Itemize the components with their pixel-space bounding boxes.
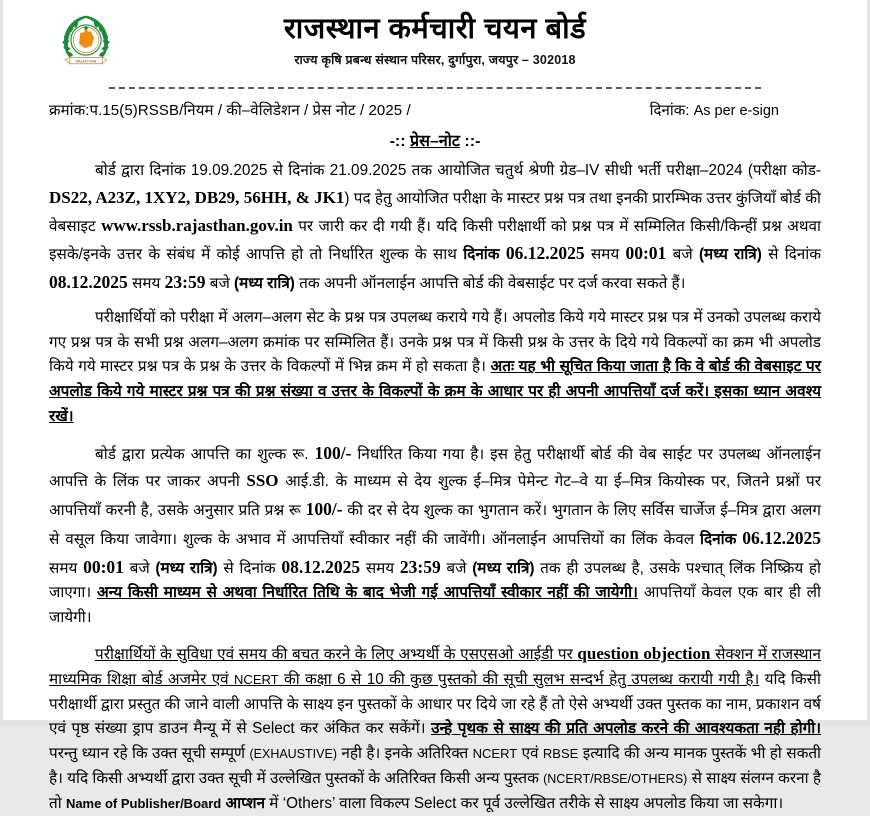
p1-text-8: से दिनांक	[761, 246, 821, 264]
press-note-title	[49, 129, 821, 151]
paragraph-4	[49, 640, 821, 816]
page-title: प्रेस–नोट	[410, 133, 460, 150]
ncert-label-2: NCERT	[472, 746, 518, 762]
date-label: दिनांक:	[649, 102, 690, 119]
organisation-title: राजस्थान कर्मचारी चयन बोर्ड	[283, 13, 587, 45]
objection-fee-per-question: 100/-	[314, 442, 352, 463]
p3-text-11: आपत्तियाँ केवल एक बार ही ली जायेगी।	[49, 584, 821, 627]
exam-date-from: 19.09.2025	[190, 162, 268, 179]
p3-midnight-note-2: (मध्य रात्रि)	[472, 559, 535, 577]
select-label-2: Select	[413, 794, 457, 812]
objection-end-time: 23:59	[164, 272, 206, 293]
p1-text-2: से दिनांक	[267, 162, 330, 179]
p2-text-1: परीक्षार्थियों को परीक्षा में अलग–अलग सेट के प्रश्न पत्र उपलब्ध कराये गये हैं। अपलोड किये गये मास्टर प्रश्न पत्र में उनको उपलब्ध कराये गए प्रश्न पत्र के सभी प्रश्न अलग–अलग क्रमांक पर सम्मिलित हैं। उनके प्रश्न पत्र में किसी प्रश्न के उत्तर के दिये गये विकल्पों का क्रम भी अपलोड किये गये मास्टर प्रश्न पत्र के प्रश्न के उत्तर के विकल्पों में भिन्न क्रम में हो सकता है।	[49, 308, 821, 376]
p4-text-6: एवं	[517, 745, 543, 763]
p1-midnight-note-2: (मध्य रात्रि)	[234, 275, 295, 293]
p4-text-7: इत्यादि की अन्य मानक पुस्तकें भी हो सकती है। यदि किसी अभ्यर्थी द्वारा उक्त सूची में उल्लेखित पुस्तकों के अतिरिक्त किसी अन्य पुस्तक	[49, 745, 822, 787]
ncert-label-1: NCERT	[234, 671, 279, 687]
p2-emphasis-notice: अतः यह भी सूचित किया जाता है कि वे बोर्ड की वेबसाइट पर अपलोड किये गये मास्टर प्रश्न पत्र की प्रश्न संख्या व उत्तर के विकल्पों के क्रम के आधार पर ही अपनी आपत्तियाँ दर्ज करें। इसका ध्यान अवश्य रखें।	[49, 358, 821, 425]
p4-text-4: परन्तु ध्यान रहे कि उक्त सूची सम्पूर्ण	[49, 745, 250, 763]
p4-text-8: से साक्ष्य संलग्न करना है तो	[49, 769, 821, 812]
p1-text-7: बजे	[666, 246, 699, 264]
title-right-decoration: ::-	[464, 133, 481, 150]
link-end-time: 23:59	[399, 556, 441, 577]
p1-text-1: बोर्ड द्वारा दिनांक	[95, 162, 191, 179]
exhaustive-label: (EXHAUSTIVE)	[249, 747, 337, 762]
p1-objection-start-label: दिनांक	[463, 246, 500, 264]
p4-text-5: नही है। इनके अतिरिक्त	[337, 745, 473, 763]
document-body	[49, 159, 821, 816]
p4-emphasis-notice: उन्हे पृथक से साक्ष्य की प्रति अपलोड करने की आवश्यकता नही होगी।	[431, 720, 821, 738]
rbse-label: RBSE	[542, 746, 579, 762]
p3-text-4: की दर से देय शुल्क का भुगतान करें। भुगतान के लिए सर्विस चार्जेज ई–मित्र द्वारा अलग से वसूल किया जावेगा। शुल्क के अभाव में आपत्तियाँ स्वीकार नहीं की जावेंगी। ऑनलाईन आपत्तियों का लिंक केवल	[49, 502, 821, 548]
p4-text-11: कर पूर्व उल्लेखित तरीके से साक्ष्य अपलोड किया जा सकेगा।	[456, 794, 784, 812]
paragraph-3	[49, 439, 821, 631]
p3-midnight-note-1: (मध्य रात्रि)	[155, 559, 218, 577]
p4-text-9: में ‘	[265, 794, 287, 812]
header-divider	[109, 87, 761, 89]
exam-date-to: 21.09.2025	[329, 162, 407, 179]
select-label-1: Select	[252, 720, 295, 738]
p3-text-6: बजे	[123, 559, 156, 577]
organisation-address: राज्य कृषि प्रबन्ध संस्थान परिसर, दुर्गापुरा, जयपुर – 302018	[294, 53, 576, 68]
reference-number: क्रमांक:प.15(5)RSSB/नियम / की–वेलिडेशन / प्रेस नोट / 2025 /	[49, 102, 411, 119]
p3-text-8: समय	[360, 559, 400, 577]
exam-codes: DS22, A23Z, 1XY2, DB29, 56HH, & JK1	[49, 187, 345, 207]
sso-label: SSO	[246, 471, 279, 491]
publisher-board-field-label: Name of Publisher/Board	[65, 795, 222, 811]
p4-underlined-part-3: की कक्षा 6 से 10 की कुछ पुस्तको की सूची सुलभ सन्दर्भ हेतु उपलब्ध करायी गयी है।	[278, 670, 760, 688]
rajasthan-state-emblem-icon	[57, 12, 115, 68]
objection-start-time: 00:01	[625, 243, 667, 264]
board-website: www.rssb.rajasthan.gov.in	[101, 215, 293, 235]
p1-text-4: ) पद हेतु आयोजित परीक्षा के मास्टर प्रश्न पत्र तथा इनकी प्रारम्भिक उत्तर कुंजियॉं बोर्ड की वेबसाइट	[49, 189, 821, 235]
document-date	[650, 100, 821, 120]
p3-text-5: समय	[49, 559, 84, 577]
others-option-label: Others	[286, 794, 332, 812]
p3-text-1: बोर्ड द्वारा प्रत्येक आपत्ति का शुल्क रू.	[95, 445, 315, 463]
link-start-date: 06.12.2025	[742, 527, 822, 548]
p4-underlined-part-1: परीक्षार्थियों के सुविधा एवं समय की बचत करने के लिए अभ्यर्थी के एसएसओ आईडी पर	[95, 646, 578, 664]
p1-text-6: समय	[584, 246, 626, 264]
p1-text-9: समय	[127, 275, 165, 293]
p3-text-7: से दिनांक	[217, 559, 282, 577]
option-label-hi: आप्शन	[225, 794, 266, 812]
link-end-date: 08.12.2025	[281, 556, 361, 577]
p4-text-10: ’ वाला विकल्प	[332, 794, 414, 812]
objection-start-date: 06.12.2025	[505, 243, 585, 264]
title-left-decoration: -::	[389, 133, 406, 150]
p4-text-2: यदि किसी परीक्षार्थी द्वारा प्रस्तुत की जाने वाली आपत्ति के साक्ष्य इन पुस्तकों के आधार पर दिये जा रहे हैं तो ऐसे अभ्यर्थी उक्त पुस्तक का नाम, प्रकाशन वर्ष एवं पृष्ठ संख्या ड्राप डाउन मैन्यू में से	[49, 670, 821, 738]
objection-end-date: 08.12.2025	[49, 272, 128, 293]
svg-text:RAJASTHAN: RAJASTHAN	[75, 59, 97, 64]
p4-text-3: कर अंकित कर सकेंगें।	[294, 720, 432, 738]
p3-text-9: बजे	[440, 559, 473, 577]
document-header	[49, 0, 821, 78]
paragraph-2	[49, 306, 821, 430]
link-start-time: 00:01	[83, 556, 124, 577]
question-objection-section-label: question objection	[577, 644, 711, 664]
p1-text-5: पर जारी कर दी गयी हैं। यदि किसी परीक्षार्थी को प्रश्न पत्र में सम्मिलित किसी/किन्हीं प्रश्न अथवा इसके/इनके उत्तर के संबंध में कोई आपत्ति हो तो निर्धारित शुल्क के साथ	[49, 217, 822, 264]
p1-text-3: तक आयोजित चतुर्थ श्रेणी ग्रेड–IV सीधी भर्ती परीक्षा–2024 (परीक्षा कोड-	[406, 162, 821, 179]
reference-line	[49, 100, 821, 120]
p1-midnight-note-1: (मध्य रात्रि)	[698, 246, 762, 264]
p3-text-2: निर्धारित किया गया है। इस हेतु परीक्षार्थी बोर्ड की वेब साईट पर उपलब्ध ऑनलाईन आपत्ति के लिंक पर जाकर अपनी	[49, 445, 821, 491]
p1-text-10: बजे	[205, 275, 235, 293]
evidence-sources-label: (NCERT/RBSE/OTHERS)	[543, 771, 688, 786]
p3-link-start-label: दिनांक	[700, 530, 737, 548]
p4-underlined-part-2: सेक्शन में राजस्थान माध्यमिक शिक्षा बोर्ड अजमेर एवं	[49, 646, 821, 688]
date-value: As per e-sign	[693, 103, 779, 119]
p1-text-11: तक अपनी ऑनलाईन आपत्ति बोर्ड की वेबसाईट पर दर्ज करवा सकते हैं।	[294, 275, 686, 293]
objection-fee-rate: 100/-	[305, 499, 343, 520]
paragraph-1	[49, 159, 821, 297]
p3-text-10: तक ही उपलब्ध है, उसके पश्चात् लिंक निष्क्रिय हो जाएगा।	[49, 559, 821, 602]
p3-text-3: आई.डी. के माध्यम से देय शुल्क ई–मित्र पेमेन्ट गेट–वे या ई–मित्र कियोस्क पर, जितने प्रश्नों पर आपत्तियाँ करनी है, उसके अनुसार प्रति प्रश्न रू	[49, 473, 821, 520]
p3-emphasis-notice: अन्य किसी माध्यम से अथवा निर्धारित तिथि के बाद भेजी गई आपत्तियाँ स्वीकार नहीं की जायेगी।	[97, 584, 638, 602]
